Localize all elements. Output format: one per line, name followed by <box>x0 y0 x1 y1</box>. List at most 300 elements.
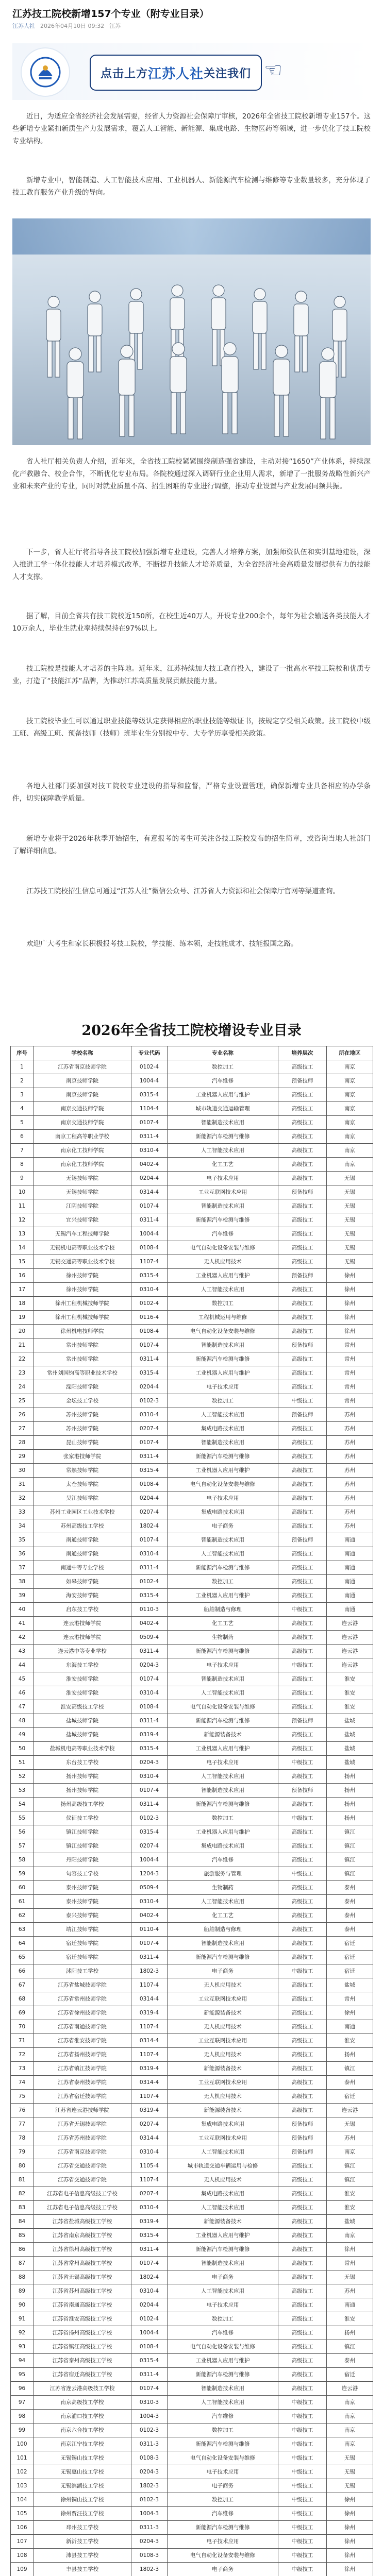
cell-region: 南京 <box>327 2437 373 2451</box>
table-row <box>11 1617 373 1631</box>
cell-school: 无锡锡山技工学校 <box>34 2451 131 2465</box>
cell-code: 0314-4 <box>131 1992 168 2006</box>
cell-code: 0311-4 <box>131 1213 168 1227</box>
cell-region: 徐州 <box>327 2521 373 2535</box>
cell-level: 中级技工 <box>278 2507 327 2521</box>
cell-code: 0107-4 <box>131 1116 168 1130</box>
cell-code: 0315-4 <box>131 1825 168 1839</box>
cell-school: 徐州技师学院 <box>34 1283 131 1297</box>
cell-code: 0102-4 <box>131 1060 168 1074</box>
cell-level: 中级技工 <box>278 2424 327 2437</box>
cell-region: 扬州 <box>327 1811 373 1825</box>
table-row <box>11 1394 373 1408</box>
cell-code: 1802-3 <box>131 2563 168 2576</box>
cell-school: 宿迁技师学院 <box>34 1937 131 1951</box>
cell-level: 预备技师 <box>278 1533 327 1547</box>
cell-school: 常州刘国钧高等职业技术学校 <box>34 1366 131 1380</box>
cell-code: 0311-4 <box>131 1798 168 1811</box>
cell-school: 南京交通技师学院 <box>34 1102 131 1116</box>
body-paragraph-7: 新增专业将于2026年秋季开始招生，有意报考的考生可关注各技工院校发布的招生简章，或咨询当地人社部门了解详细信息。 <box>12 835 371 855</box>
cell-level: 高级技工 <box>278 2201 327 2215</box>
cell-region: 扬州 <box>327 1770 373 1784</box>
cell-school: 句容技工学校 <box>34 1867 131 1881</box>
cell-school: 南京化工技师学院 <box>34 1144 131 1158</box>
intro-paragraph-1: 近日，为适应全省经济社会发展需要，经省人力资源社会保障厅审核，2026年全省技工院校新增专业157个。这些新增专业紧扣新质生产力发展需求，覆盖人工智能、新能源、集成电路、生物医药等领域，进一步优化了技工院校专业结构。 <box>12 112 371 145</box>
cell-major: 电子技术应用 <box>168 2535 278 2549</box>
cell-index: 23 <box>11 1366 34 1380</box>
cell-school: 江苏省徐州高级技工学校 <box>34 2243 131 2257</box>
table-row <box>11 1297 373 1311</box>
cell-code: 0102-4 <box>131 1575 168 1589</box>
cell-code: 0311-4 <box>131 1450 168 1464</box>
cell-level: 高级技工 <box>278 2215 327 2229</box>
cell-index: 62 <box>11 1909 34 1923</box>
cell-index: 56 <box>11 1825 34 1839</box>
cell-index: 12 <box>11 1213 34 1227</box>
cell-school: 江苏省泰州技师学院 <box>34 2076 131 2090</box>
cell-level: 中级技工 <box>278 1867 327 1881</box>
cell-level: 高级技工 <box>278 2354 327 2368</box>
table-row <box>11 2229 373 2243</box>
cell-index: 107 <box>11 2535 34 2549</box>
cell-code: 1204-3 <box>131 1867 168 1881</box>
cell-region: 常州 <box>327 1394 373 1408</box>
cell-major: 人工智能技术应用 <box>168 2145 278 2159</box>
cell-region: 苏州 <box>327 1422 373 1436</box>
cell-region: 南京 <box>327 1116 373 1130</box>
cell-level: 高级技工 <box>278 1519 327 1533</box>
cell-code: 1107-4 <box>131 1255 168 1269</box>
cell-index: 48 <box>11 1714 34 1728</box>
follow-prompt[interactable] <box>90 55 262 91</box>
cell-region: 南通 <box>327 1603 373 1617</box>
table-row <box>11 2298 373 2312</box>
cell-level: 高级技工 <box>278 1255 327 1269</box>
cell-code: 0311-4 <box>131 1352 168 1366</box>
cell-region: 南京 <box>327 2410 373 2424</box>
table-row <box>11 1325 373 1338</box>
cell-major: 无人机应用技术 <box>168 1978 278 1992</box>
cell-index: 99 <box>11 2424 34 2437</box>
cell-level: 高级技工 <box>278 2062 327 2076</box>
table-row <box>11 2479 373 2493</box>
table-row <box>11 1283 373 1297</box>
body-paragraph-6: 各地人社部门要加强对技工院校专业建设的指导和监督，严格专业设置管理，确保新增专业具备相应的办学条件，切实保障教学质量。 <box>12 782 371 803</box>
cell-major: 数控加工 <box>168 1394 278 1408</box>
cell-region: 徐州 <box>327 1269 373 1283</box>
table-row <box>11 1686 373 1700</box>
cell-major: 数控加工 <box>168 2424 278 2437</box>
cell-school: 新沂技工学校 <box>34 2535 131 2549</box>
cell-code: 0102-3 <box>131 2493 168 2507</box>
cell-index: 59 <box>11 1867 34 1881</box>
cell-major: 电子商务 <box>168 2563 278 2576</box>
cell-index: 21 <box>11 1338 34 1352</box>
cell-major: 工业机器人应用与维护 <box>168 1825 278 1839</box>
cell-index: 108 <box>11 2549 34 2563</box>
cell-major: 汽车维修 <box>168 1853 278 1867</box>
table-row <box>11 2243 373 2257</box>
cell-region: 宿迁 <box>327 2090 373 2104</box>
cell-school: 连云港技师学院 <box>34 1631 131 1645</box>
cell-region: 扬州 <box>327 2048 373 2062</box>
cell-level: 高级技工 <box>278 1825 327 1839</box>
cell-region: 南京 <box>327 2229 373 2243</box>
cell-index: 101 <box>11 2451 34 2465</box>
table-row <box>11 1839 373 1853</box>
table-row <box>11 2549 373 2563</box>
cell-level: 高级技工 <box>278 1881 327 1895</box>
table-row <box>11 1853 373 1867</box>
cell-index: 81 <box>11 2173 34 2187</box>
cell-code: 0107-4 <box>131 2257 168 2270</box>
cell-index: 92 <box>11 2326 34 2340</box>
cell-region: 南京 <box>327 1088 373 1102</box>
cell-index: 98 <box>11 2410 34 2424</box>
cell-code: 0509-4 <box>131 1881 168 1895</box>
cell-level: 高级技工 <box>278 1923 327 1937</box>
cell-major: 数控加工 <box>168 2312 278 2326</box>
cell-level: 中级技工 <box>278 2493 327 2507</box>
cell-code: 0204-4 <box>131 2298 168 2312</box>
article-title: 江苏技工院校新增157个专业（附专业目录） <box>12 8 209 20</box>
cell-code: 0107-4 <box>131 1672 168 1686</box>
cell-region: 苏州 <box>327 1436 373 1450</box>
cell-school: 江苏省交通技师学院 <box>34 2159 131 2173</box>
table-row <box>11 1450 373 1464</box>
cell-major: 电子技术应用 <box>168 1172 278 1185</box>
cell-region: 徐州 <box>327 1325 373 1338</box>
cell-major: 电气自动化设备安装与维修 <box>168 1478 278 1492</box>
cell-level: 中级技工 <box>278 1603 327 1617</box>
cell-school: 盐城技师学院 <box>34 1728 131 1742</box>
cell-level: 高级技工 <box>278 1492 327 1505</box>
cell-school: 南京化工技师学院 <box>34 1158 131 1172</box>
cell-index: 31 <box>11 1478 34 1492</box>
table-row <box>11 1422 373 1436</box>
table-row <box>11 1756 373 1770</box>
cell-level: 中级技工 <box>278 2521 327 2535</box>
table-row <box>11 1213 373 1227</box>
cell-major: 汽车维修 <box>168 1074 278 1088</box>
cell-index: 47 <box>11 1700 34 1714</box>
cell-region: 徐州 <box>327 2535 373 2549</box>
table-row <box>11 2521 373 2535</box>
cell-code: 0310-4 <box>131 1144 168 1158</box>
follow-suffix: 关注我们 <box>204 67 252 80</box>
cell-code: 0315-4 <box>131 1464 168 1478</box>
cell-index: 20 <box>11 1325 34 1338</box>
cell-index: 88 <box>11 2270 34 2284</box>
cell-major: 工业机器人应用与维护 <box>168 1366 278 1380</box>
cell-index: 85 <box>11 2229 34 2243</box>
cell-major: 数控加工 <box>168 2493 278 2507</box>
table-row <box>11 2493 373 2507</box>
cell-index: 41 <box>11 1617 34 1631</box>
cell-index: 49 <box>11 1728 34 1742</box>
cell-major: 新能源装备技术 <box>168 2062 278 2076</box>
cell-index: 53 <box>11 1784 34 1798</box>
cell-code: 0108-3 <box>131 2451 168 2465</box>
cell-major: 工业机器人应用与维护 <box>168 1088 278 1102</box>
table-row <box>11 2076 373 2090</box>
cell-region: 扬州 <box>327 1798 373 1811</box>
cell-index: 45 <box>11 1672 34 1686</box>
cell-index: 73 <box>11 2062 34 2076</box>
cell-major: 电子商务 <box>168 1519 278 1533</box>
table-row <box>11 1533 373 1547</box>
table-row <box>11 1241 373 1255</box>
cell-region: 无锡 <box>327 1172 373 1185</box>
cell-level: 高级技工 <box>278 1770 327 1784</box>
cell-level: 高级技工 <box>278 1144 327 1158</box>
cell-code: 1802-3 <box>131 1964 168 1978</box>
cell-major: 新能源汽车检测与维修 <box>168 2437 278 2451</box>
cell-school: 无锡技师学院 <box>34 1172 131 1185</box>
cell-major: 新能源汽车检测与维修 <box>168 1714 278 1728</box>
cell-major: 人工智能技术应用 <box>168 1547 278 1561</box>
cell-code: 1004-3 <box>131 2507 168 2521</box>
cell-level: 高级技工 <box>278 1436 327 1450</box>
cell-school: 江苏省泰州高级技工学校 <box>34 2354 131 2368</box>
cell-major: 数控加工 <box>168 1575 278 1589</box>
cell-index: 104 <box>11 2493 34 2507</box>
cell-school: 徐州技师学院 <box>34 1269 131 1283</box>
cell-index: 93 <box>11 2340 34 2354</box>
cell-level: 高级技工 <box>278 1422 327 1436</box>
cell-index: 3 <box>11 1088 34 1102</box>
cell-major: 化工工艺 <box>168 1158 278 1172</box>
cell-major: 工业机器人应用与维护 <box>168 2229 278 2243</box>
cell-school: 盐城技师学院 <box>34 1714 131 1728</box>
table-row <box>11 1811 373 1825</box>
cell-school: 邳州技工学校 <box>34 2521 131 2535</box>
cell-region: 南京 <box>327 1060 373 1074</box>
table-row <box>11 2215 373 2229</box>
article-source-link[interactable]: 江苏人社 <box>12 23 35 29</box>
cell-region: 常州 <box>327 2257 373 2270</box>
cell-level: 中级技工 <box>278 1964 327 1978</box>
cell-level: 高级技工 <box>278 2368 327 2382</box>
cell-code: 0315-4 <box>131 2354 168 2368</box>
cell-level: 中级技工 <box>278 2563 327 2576</box>
cell-region: 苏州 <box>327 2284 373 2298</box>
cell-school: 仪征技工学校 <box>34 1811 131 1825</box>
cell-code: 0310-4 <box>131 1686 168 1700</box>
cell-code: 0204-4 <box>131 1492 168 1505</box>
body-paragraph-8: 江苏技工院校招生信息可通过“江苏人社”微信公众号、江苏省人力资源和社会保障厅官网等渠道查询。 <box>26 887 340 895</box>
body-paragraph-5: 技工院校毕业生可以通过职业技能等级认定获得相应的职业技能等级证书，按规定享受相关政策。技工院校中级工班、高级工班、预备技师（技师）班毕业生分别按中专、大专学历享受相关政策。 <box>12 717 371 738</box>
cell-region: 苏州 <box>327 1450 373 1464</box>
table-row <box>11 1645 373 1658</box>
cell-code: 0310-4 <box>131 1547 168 1561</box>
table-row <box>11 2535 373 2549</box>
cell-school: 南京六合技工学校 <box>34 2424 131 2437</box>
cell-major: 无人机应用技术 <box>168 2020 278 2034</box>
cell-code: 1107-4 <box>131 2090 168 2104</box>
cell-code: 1004-4 <box>131 1227 168 1241</box>
cell-region: 盐城 <box>327 1742 373 1756</box>
cell-school: 无锡机电高等职业技术学校 <box>34 1241 131 1255</box>
logo-emblem-icon <box>29 56 62 89</box>
table-row <box>11 1575 373 1589</box>
cell-major: 无人机应用技术 <box>168 2173 278 2187</box>
cell-major: 无人机应用技术 <box>168 2090 278 2104</box>
cell-school: 江苏省交通技师学院 <box>34 2173 131 2187</box>
cell-region: 无锡 <box>327 1241 373 1255</box>
cell-school: 江苏省盐城高级技工学校 <box>34 2215 131 2229</box>
cell-major: 集成电路技术应用 <box>168 2117 278 2131</box>
follow-banner[interactable] <box>12 43 371 100</box>
cell-code: 0108-4 <box>131 2340 168 2354</box>
cell-major: 数控加工 <box>168 1811 278 1825</box>
cell-level: 高级技工 <box>278 1547 327 1561</box>
cell-school: 江苏省淮安技师学院 <box>34 2034 131 2048</box>
cell-level: 高级技工 <box>278 1617 327 1631</box>
cell-index: 80 <box>11 2159 34 2173</box>
cell-code: 0311-4 <box>131 2243 168 2257</box>
cell-region: 连云港 <box>327 2104 373 2117</box>
cell-region: 宿迁 <box>327 1937 373 1951</box>
table-row <box>11 1366 373 1380</box>
cell-major: 新能源汽车检测与维修 <box>168 1450 278 1464</box>
cell-region: 南京 <box>327 1130 373 1144</box>
cell-level: 高级技工 <box>278 2284 327 2298</box>
cell-level: 高级技工 <box>278 1937 327 1951</box>
cell-level: 高级技工 <box>278 2006 327 2020</box>
table-row <box>11 1770 373 1784</box>
table-row <box>11 1895 373 1909</box>
cell-region: 淮安 <box>327 2034 373 2048</box>
body-paragraph-3: 据了解，目前全省共有技工院校近150所，在校生近40万人，开设专业200余个，每年为社会输送各类技能人才10万余人，毕业生就业率持续保持在97%以上。 <box>12 612 371 633</box>
table-row <box>11 1492 373 1505</box>
table-row <box>11 1060 373 1074</box>
cell-code: 1802-4 <box>131 2270 168 2284</box>
cell-level: 高级技工 <box>278 2020 327 2034</box>
table-row <box>11 1714 373 1728</box>
cell-level: 高级技工 <box>278 1352 327 1366</box>
table-row <box>11 1380 373 1394</box>
cell-region: 无锡 <box>327 2117 373 2131</box>
cell-school: 江苏省扬州技师学院 <box>34 2048 131 2062</box>
cell-index: 34 <box>11 1519 34 1533</box>
cell-code: 0310-3 <box>131 2396 168 2410</box>
cell-major: 电子技术应用 <box>168 2465 278 2479</box>
table-row <box>11 1700 373 1714</box>
cell-level: 预备技师 <box>278 1074 327 1088</box>
cell-major: 船舶制造与修理 <box>168 1923 278 1937</box>
cell-code: 1004-4 <box>131 1074 168 1088</box>
cell-code: 0102-3 <box>131 1394 168 1408</box>
table-row <box>11 1464 373 1478</box>
table-row <box>11 1116 373 1130</box>
table-row <box>11 1784 373 1798</box>
cell-index: 33 <box>11 1505 34 1519</box>
cell-level: 高级技工 <box>278 1645 327 1658</box>
cell-level: 高级技工 <box>278 1213 327 1227</box>
cell-index: 97 <box>11 2396 34 2410</box>
cell-level: 中级技工 <box>278 2396 327 2410</box>
cell-school: 江苏省无锡高级技工学校 <box>34 2270 131 2284</box>
follow-prefix: 点击上方 <box>100 67 148 80</box>
table-row <box>11 2145 373 2159</box>
table-row <box>11 1631 373 1645</box>
cell-level: 预备技师 <box>278 2131 327 2145</box>
cell-index: 1 <box>11 1060 34 1074</box>
cell-major: 人工智能技术应用 <box>168 1144 278 1158</box>
cell-school: 江苏省苏州技师学院 <box>34 2131 131 2145</box>
cell-major: 汽车维修 <box>168 1227 278 1241</box>
cell-level: 高级技工 <box>278 1102 327 1116</box>
majors-table <box>10 1046 373 2576</box>
cell-major: 电气自动化设备安装与维修 <box>168 1241 278 1255</box>
cell-index: 67 <box>11 1978 34 1992</box>
cell-code: 1107-4 <box>131 2048 168 2062</box>
cell-index: 75 <box>11 2090 34 2104</box>
intro-paragraph-2: 新增专业中，智能制造、人工智能技术应用、工业机器人、新能源汽车检测与维修等专业数量较多，充分体现了技工教育服务产业升级的导向。 <box>12 176 371 197</box>
cell-level: 高级技工 <box>278 2298 327 2312</box>
cell-level: 预备技师 <box>278 2145 327 2159</box>
cell-code: 0108-4 <box>131 1478 168 1492</box>
cell-index: 63 <box>11 1923 34 1937</box>
cell-index: 14 <box>11 1241 34 1255</box>
cell-level: 高级技工 <box>278 2159 327 2173</box>
cell-school: 江苏省宿迁技师学院 <box>34 2090 131 2104</box>
table-row <box>11 1158 373 1172</box>
cell-level: 中级技工 <box>278 1756 327 1770</box>
cell-level: 高级技工 <box>278 2090 327 2104</box>
cell-code: 0311-4 <box>131 1951 168 1964</box>
cell-major: 人工智能技术应用 <box>168 1686 278 1700</box>
table-row <box>11 1185 373 1199</box>
cell-school: 苏州技师学院 <box>34 1408 131 1422</box>
cell-major: 汽车维修 <box>168 2410 278 2424</box>
cell-level: 预备技师 <box>278 2117 327 2131</box>
cell-index: 15 <box>11 1255 34 1269</box>
cell-level: 高级技工 <box>278 2243 327 2257</box>
article-photo <box>12 218 371 445</box>
table-row <box>11 2424 373 2437</box>
table-row <box>11 1436 373 1450</box>
cell-index: 69 <box>11 2006 34 2020</box>
cell-major: 电气自动化设备安装与维修 <box>168 1700 278 1714</box>
table-row <box>11 1992 373 2006</box>
cell-region: 南京 <box>327 1144 373 1158</box>
cell-region: 苏州 <box>327 1478 373 1492</box>
table-row <box>11 1338 373 1352</box>
cell-code: 0315-4 <box>131 1366 168 1380</box>
cell-school: 南京技师学院 <box>34 1074 131 1088</box>
cell-region: 徐州 <box>327 2493 373 2507</box>
cell-code: 0107-4 <box>131 1338 168 1352</box>
table-row <box>11 1547 373 1561</box>
cell-school: 沭阳技工学校 <box>34 1964 131 1978</box>
cell-code: 0102-4 <box>131 2312 168 2326</box>
cell-school: 江苏省连云港高级技工学校 <box>34 2382 131 2396</box>
cell-index: 37 <box>11 1561 34 1575</box>
cell-school: 江苏省南京技师学院 <box>34 2145 131 2159</box>
table-row <box>11 2104 373 2117</box>
cell-level: 高级技工 <box>278 1130 327 1144</box>
cell-region: 徐州 <box>327 2243 373 2257</box>
cell-code: 1004-3 <box>131 2410 168 2424</box>
cell-code: 0108-4 <box>131 1700 168 1714</box>
cell-code: 0319-4 <box>131 2006 168 2020</box>
cell-school: 徐州铜山技工学校 <box>34 2493 131 2507</box>
cell-major: 电气自动化设备安装与维修 <box>168 2340 278 2354</box>
cell-level: 高级技工 <box>278 2048 327 2062</box>
cell-code: 0311-4 <box>131 1130 168 1144</box>
